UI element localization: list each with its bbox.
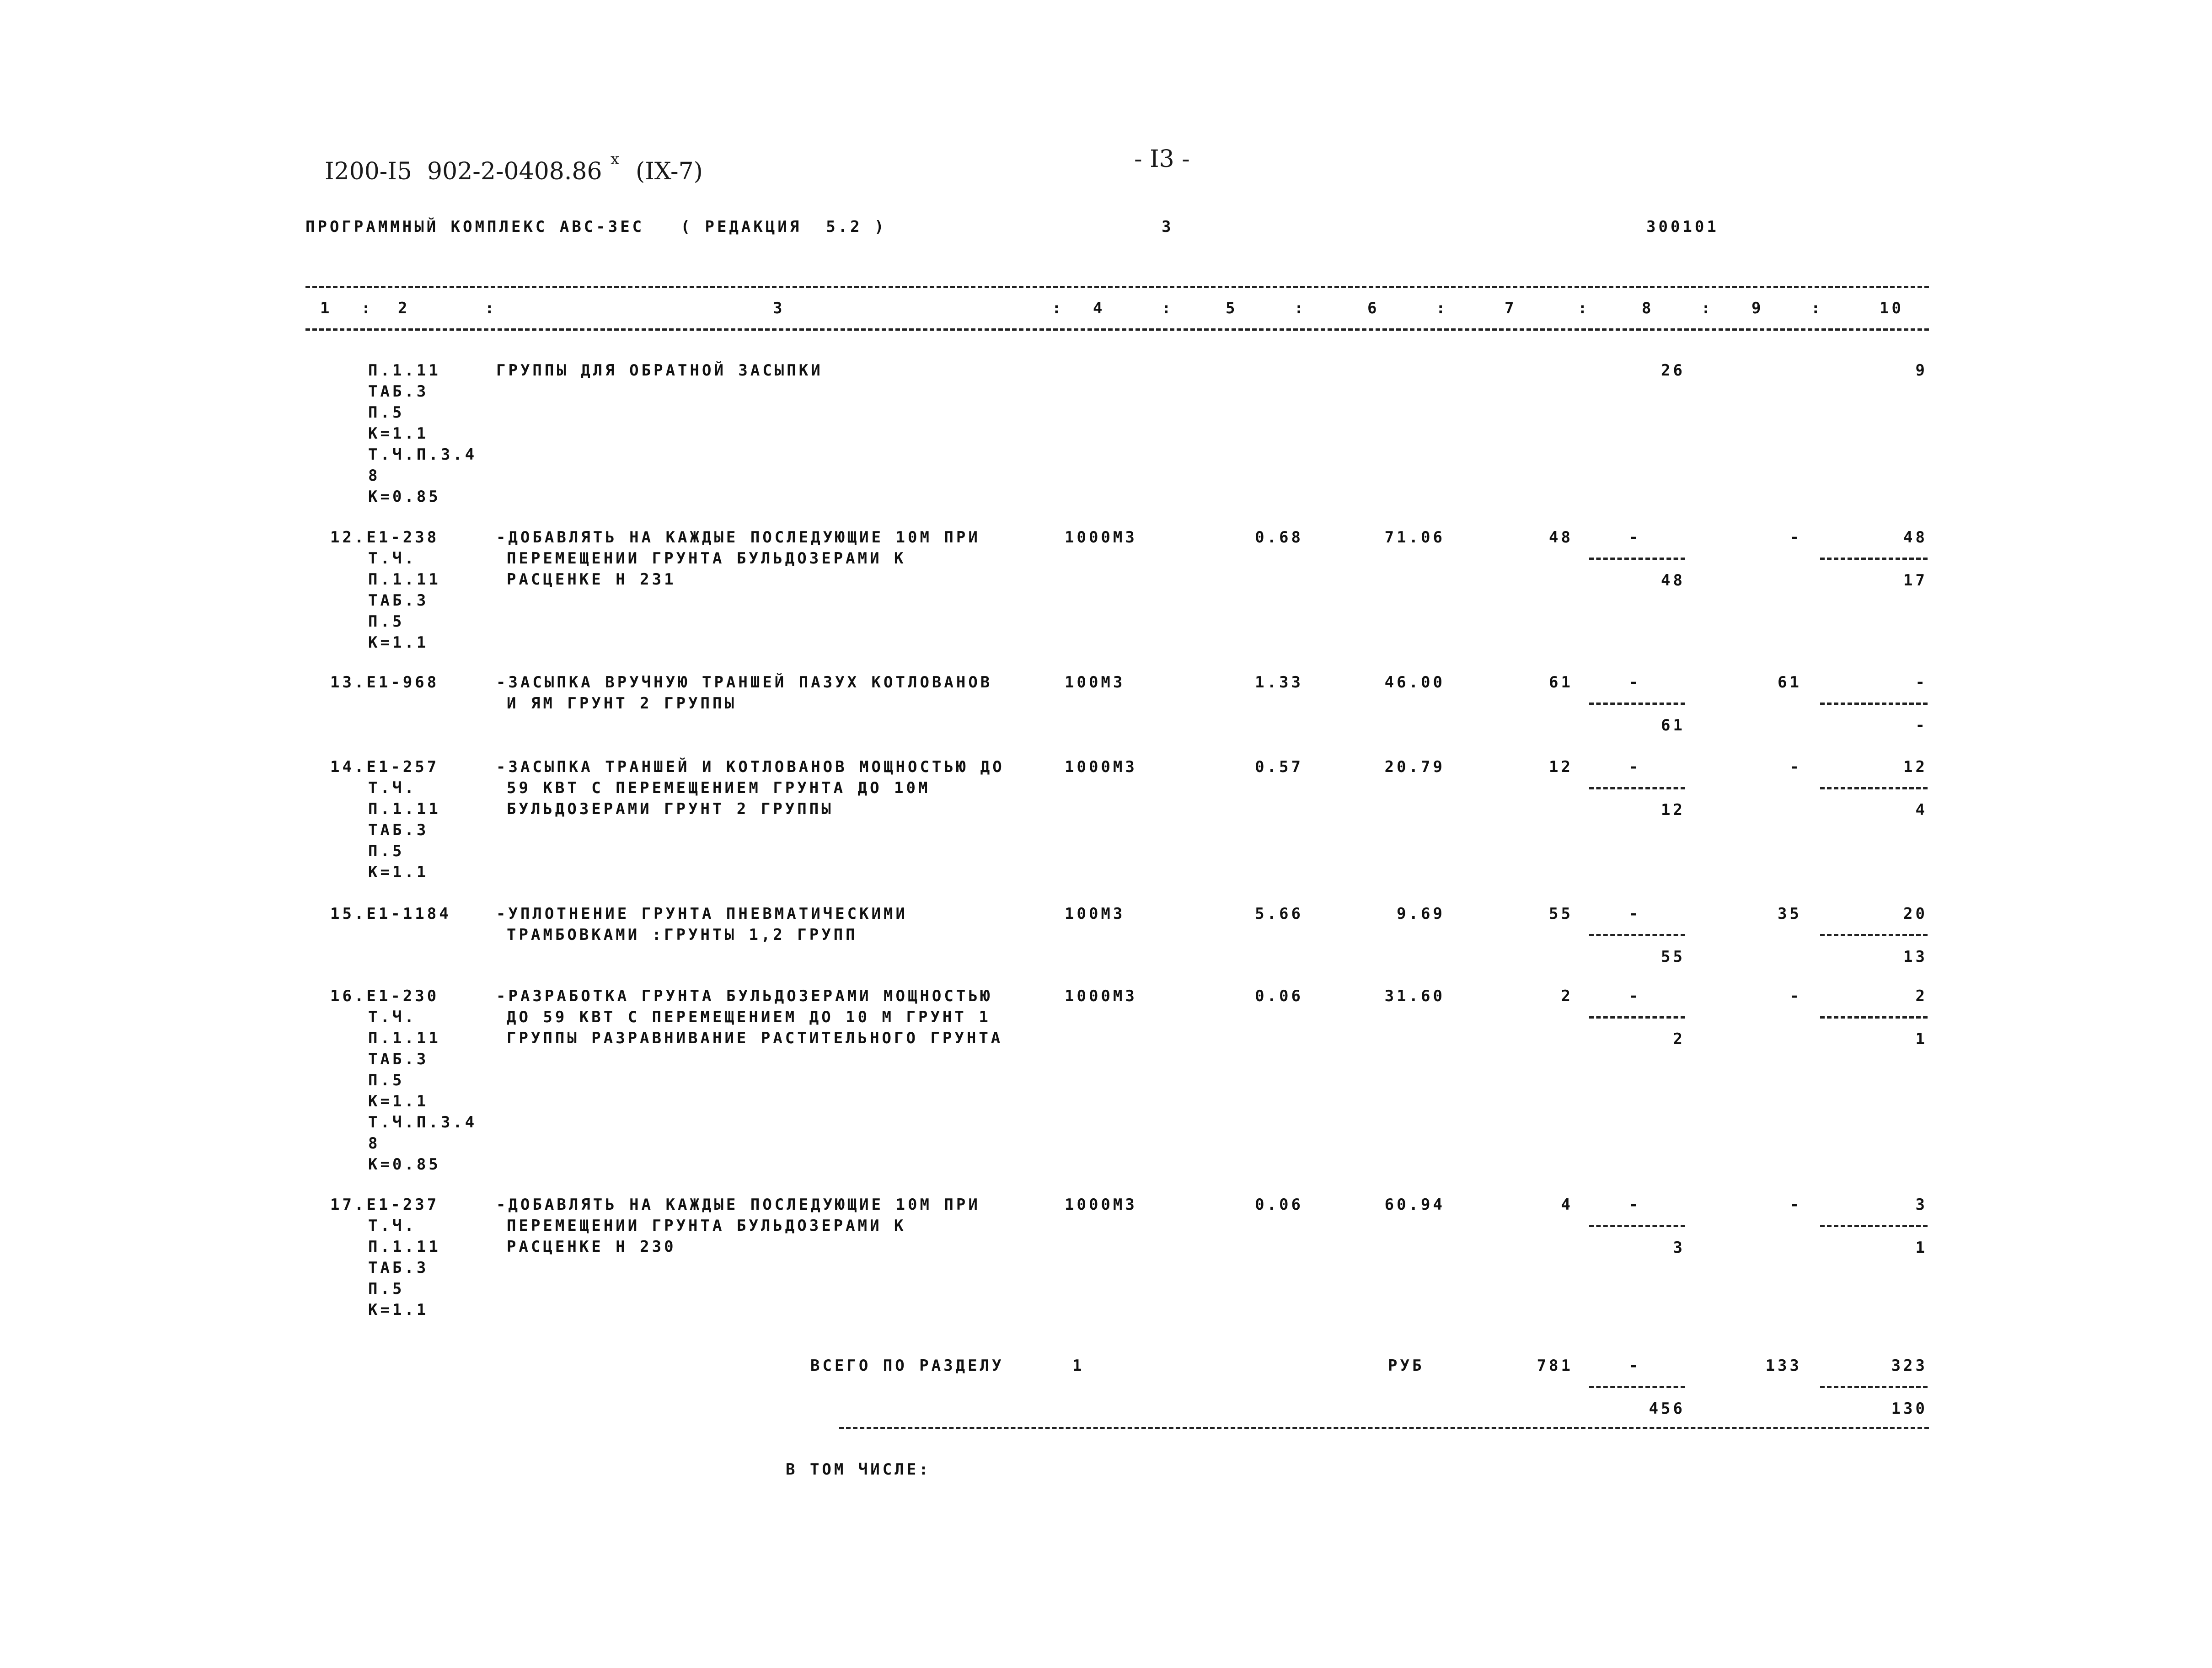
rate-code-line: К=1.1 [368, 633, 429, 652]
column-number-5: 5 [1226, 299, 1238, 317]
col10-bottom: 1 [1915, 1030, 1928, 1048]
unit-price: 60.94 [1384, 1196, 1445, 1214]
rate-code-line: П.5 [368, 842, 405, 860]
document-mark: x [611, 150, 620, 168]
col8-divider [1589, 558, 1685, 560]
rate-code-line: К=1.1 [368, 1301, 429, 1319]
col10-top: - [1915, 673, 1928, 692]
col10-bottom: - [1915, 716, 1928, 735]
work-description-line: -ДОБАВЛЯТЬ НА КАЖДЫЕ ПОСЛЕДУЮЩИЕ 10М ПРИ [496, 1196, 980, 1214]
total-cost: 48 [1549, 528, 1573, 547]
quantity: 1.33 [1255, 673, 1303, 692]
work-description-line: ПЕРЕМЕЩЕНИИ ГРУНТА БУЛЬДОЗЕРАМИ К [507, 1217, 906, 1235]
quantity: 0.57 [1255, 758, 1303, 776]
rate-code-line: П.1.11 [368, 1238, 441, 1256]
header-rule-bottom [305, 328, 1929, 331]
summary-total: 781 [1537, 1357, 1573, 1375]
col10-divider [1820, 1016, 1928, 1019]
col8-top: - [1628, 673, 1641, 692]
rate-code-line: ТАБ.3 [368, 1050, 429, 1068]
unit-price: 20.79 [1384, 758, 1445, 776]
rate-code-line: 13.Е1-968 [330, 673, 439, 692]
summary-col10-divider [1820, 1386, 1928, 1388]
col8-divider [1589, 1016, 1685, 1019]
rate-code-line: Т.Ч. [368, 1008, 417, 1026]
rate-code-line: П.1.11 [368, 1029, 441, 1047]
unit-of-measure: 1000М3 [1065, 1196, 1137, 1214]
rate-code-line: 8 [368, 467, 380, 485]
rate-code-line: П.1.11 [368, 800, 441, 818]
col10-divider [1820, 787, 1928, 789]
col8-top: - [1628, 528, 1641, 547]
unit-of-measure: 1000М3 [1065, 758, 1137, 776]
work-description-line: ПЕРЕМЕЩЕНИИ ГРУНТА БУЛЬДОЗЕРАМИ К [507, 549, 906, 568]
rate-code-line: П.5 [368, 1280, 405, 1298]
summary-col10-top: 323 [1891, 1357, 1928, 1375]
rate-code-line: К=1.1 [368, 424, 429, 443]
work-description-line: ТРАМБОВКАМИ :ГРУНТЫ 1,2 ГРУПП [507, 926, 858, 944]
unit-price: 71.06 [1384, 528, 1445, 547]
col10-bottom: 13 [1903, 948, 1928, 966]
document-sheet: (IX-7) [636, 158, 703, 185]
rate-code-line: К=0.85 [368, 488, 441, 506]
column-number-4: 4 [1093, 299, 1105, 317]
total-cost: 12 [1549, 758, 1573, 776]
document-number: 300101 [1646, 218, 1719, 236]
rate-code-line: Т.Ч.П.3.4 [368, 1113, 477, 1132]
work-description-line: И ЯМ ГРУНТ 2 ГРУППЫ [507, 694, 737, 713]
col8-divider [1589, 1225, 1685, 1227]
unit-price: 9.69 [1397, 905, 1445, 923]
work-description-line: 59 КВТ С ПЕРЕМЕЩЕНИЕМ ГРУНТА ДО 10М [507, 779, 931, 797]
col8-top: - [1628, 758, 1641, 776]
column-number-2: 2 [398, 299, 410, 317]
col8-divider [1589, 703, 1685, 705]
col10-top: 2 [1915, 987, 1928, 1005]
summary-unit: РУБ [1388, 1357, 1425, 1375]
col8-bottom: 26 [1661, 361, 1685, 380]
rate-code-line: Т.Ч. [368, 1217, 417, 1235]
rate-code-line: П.1.11 [368, 570, 441, 589]
rate-code-line: П.1.11 [368, 361, 441, 380]
rate-code-line: 8 [368, 1134, 380, 1153]
col8-top: - [1628, 987, 1641, 1005]
document-code: I200-I5 902-2-0408.86 [325, 158, 602, 185]
column-number-7: 7 [1505, 299, 1517, 317]
col10-divider [1820, 558, 1928, 560]
col10-top: 3 [1915, 1196, 1928, 1214]
column-number-3: 3 [773, 299, 785, 317]
work-description-line: ГРУППЫ ДЛЯ ОБРАТНОЙ ЗАСЫПКИ [496, 361, 823, 380]
rate-code-line: П.5 [368, 612, 405, 631]
col9-value: 61 [1778, 673, 1802, 692]
including-label: В ТОМ ЧИСЛЕ: [786, 1460, 931, 1479]
column-separator: : [485, 299, 497, 317]
quantity: 0.68 [1255, 528, 1303, 547]
col10-top: 12 [1903, 758, 1928, 776]
rate-code-line: 16.Е1-230 [330, 987, 439, 1005]
quantity: 0.06 [1255, 987, 1303, 1005]
total-cost: 2 [1561, 987, 1573, 1005]
unit-of-measure: 1000М3 [1065, 987, 1137, 1005]
rate-code-line: Т.Ч. [368, 549, 417, 568]
rate-code-line: Т.Ч. [368, 779, 417, 797]
column-separator: : [1294, 299, 1307, 317]
summary-col8-bottom: 456 [1649, 1400, 1685, 1418]
column-separator: : [1052, 299, 1064, 317]
col8-bottom: 55 [1661, 948, 1685, 966]
total-cost: 61 [1549, 673, 1573, 692]
column-number-6: 6 [1367, 299, 1380, 317]
rate-code-line: К=1.1 [368, 863, 429, 881]
rate-code-line: Т.Ч.П.3.4 [368, 445, 477, 464]
summary-label: ВСЕГО ПО РАЗДЕЛУ [810, 1357, 1004, 1375]
col8-divider [1589, 787, 1685, 789]
column-number-1: 1 [320, 299, 332, 317]
rate-code-line: П.5 [368, 403, 405, 422]
col10-bottom: 1 [1915, 1239, 1928, 1257]
col10-divider [1820, 1225, 1928, 1227]
col8-bottom: 48 [1661, 571, 1685, 590]
rate-code-line: 17.Е1-237 [330, 1196, 439, 1214]
col9-value: - [1789, 1196, 1802, 1214]
work-description-line: ДО 59 КВТ С ПЕРЕМЕЩЕНИЕМ ДО 10 М ГРУНТ 1 [507, 1008, 991, 1026]
work-description-line: -ЗАСЫПКА ВРУЧНУЮ ТРАНШЕЙ ПАЗУХ КОТЛОВАНОВ [496, 673, 993, 692]
column-number-9: 9 [1751, 299, 1764, 317]
column-separator: : [1436, 299, 1448, 317]
summary-col10-bottom: 130 [1891, 1400, 1928, 1418]
work-description-line: РАСЦЕНКЕ Н 231 [507, 570, 676, 589]
rate-code-line: ТАБ.3 [368, 382, 429, 401]
col10-divider [1820, 934, 1928, 936]
col8-bottom: 61 [1661, 716, 1685, 735]
rate-code-line: 14.Е1-257 [330, 758, 439, 776]
rate-code-line: К=0.85 [368, 1155, 441, 1174]
quantity: 0.06 [1255, 1196, 1303, 1214]
col10-top: 9 [1915, 361, 1928, 380]
program-title: ПРОГРАММНЫЙ КОМПЛЕКС АВС-ЗЕС ( РЕДАКЦИЯ 5.2 ) [305, 218, 887, 236]
col10-top: 20 [1903, 905, 1928, 923]
unit-of-measure: 100М3 [1065, 905, 1125, 923]
rate-code-line: 12.Е1-238 [330, 528, 439, 547]
rate-code-line: К=1.1 [368, 1092, 429, 1110]
column-number-10: 10 [1880, 299, 1904, 317]
unit-of-measure: 100М3 [1065, 673, 1125, 692]
col8-bottom: 12 [1661, 801, 1685, 819]
total-cost: 55 [1549, 905, 1573, 923]
unit-price: 31.60 [1384, 987, 1445, 1005]
col10-bottom: 4 [1915, 801, 1928, 819]
column-separator: : [361, 299, 374, 317]
col8-divider [1589, 934, 1685, 936]
summary-col9: 133 [1765, 1357, 1802, 1375]
summary-col8-top: - [1628, 1357, 1641, 1375]
work-description-line: БУЛЬДОЗЕРАМИ ГРУНТ 2 ГРУППЫ [507, 800, 834, 818]
page-number: - I3 - [1134, 145, 1190, 173]
unit-of-measure: 1000М3 [1065, 528, 1137, 547]
rate-code-line: 15.Е1-1184 [330, 905, 451, 923]
rate-code-line: П.5 [368, 1071, 405, 1089]
col10-bottom: 17 [1903, 571, 1928, 590]
unit-price: 46.00 [1384, 673, 1445, 692]
column-separator: : [1162, 299, 1174, 317]
summary-col8-divider [1589, 1386, 1685, 1388]
col8-bottom: 2 [1673, 1030, 1685, 1048]
col10-divider [1820, 703, 1928, 705]
rate-code-line: ТАБ.3 [368, 821, 429, 839]
header-rule-top [305, 286, 1929, 288]
col9-value: - [1789, 758, 1802, 776]
work-description-line: -ДОБАВЛЯТЬ НА КАЖДЫЕ ПОСЛЕДУЮЩИЕ 10М ПРИ [496, 528, 980, 547]
column-separator: : [1701, 299, 1714, 317]
work-description-line: -УПЛОТНЕНИЕ ГРУНТА ПНЕВМАТИЧЕСКИМИ [496, 905, 908, 923]
column-number-8: 8 [1642, 299, 1654, 317]
work-description-line: -РАЗРАБОТКА ГРУНТА БУЛЬДОЗЕРАМИ МОЩНОСТЬЮ [496, 987, 993, 1005]
col9-value: 35 [1778, 905, 1802, 923]
rate-code-line: ТАБ.3 [368, 591, 429, 610]
col8-top: - [1628, 1196, 1641, 1214]
work-description-line: РАСЦЕНКЕ Н 230 [507, 1238, 676, 1256]
col8-bottom: 3 [1673, 1239, 1685, 1257]
quantity: 5.66 [1255, 905, 1303, 923]
summary-rule [839, 1427, 1929, 1429]
column-separator: : [1578, 299, 1590, 317]
sheet-number: 3 [1162, 218, 1174, 236]
summary-section: 1 [1072, 1357, 1085, 1375]
work-description-line: -ЗАСЫПКА ТРАНШЕЙ И КОТЛОВАНОВ МОЩНОСТЬЮ ДО [496, 758, 1005, 776]
rate-code-line: ТАБ.3 [368, 1259, 429, 1277]
work-description-line: ГРУППЫ РАЗРАВНИВАНИЕ РАСТИТЕЛЬНОГО ГРУНТА [507, 1029, 1003, 1047]
col9-value: - [1789, 987, 1802, 1005]
col8-top: - [1628, 905, 1641, 923]
total-cost: 4 [1561, 1196, 1573, 1214]
column-separator: : [1811, 299, 1823, 317]
col10-top: 48 [1903, 528, 1928, 547]
col9-value: - [1789, 528, 1802, 547]
